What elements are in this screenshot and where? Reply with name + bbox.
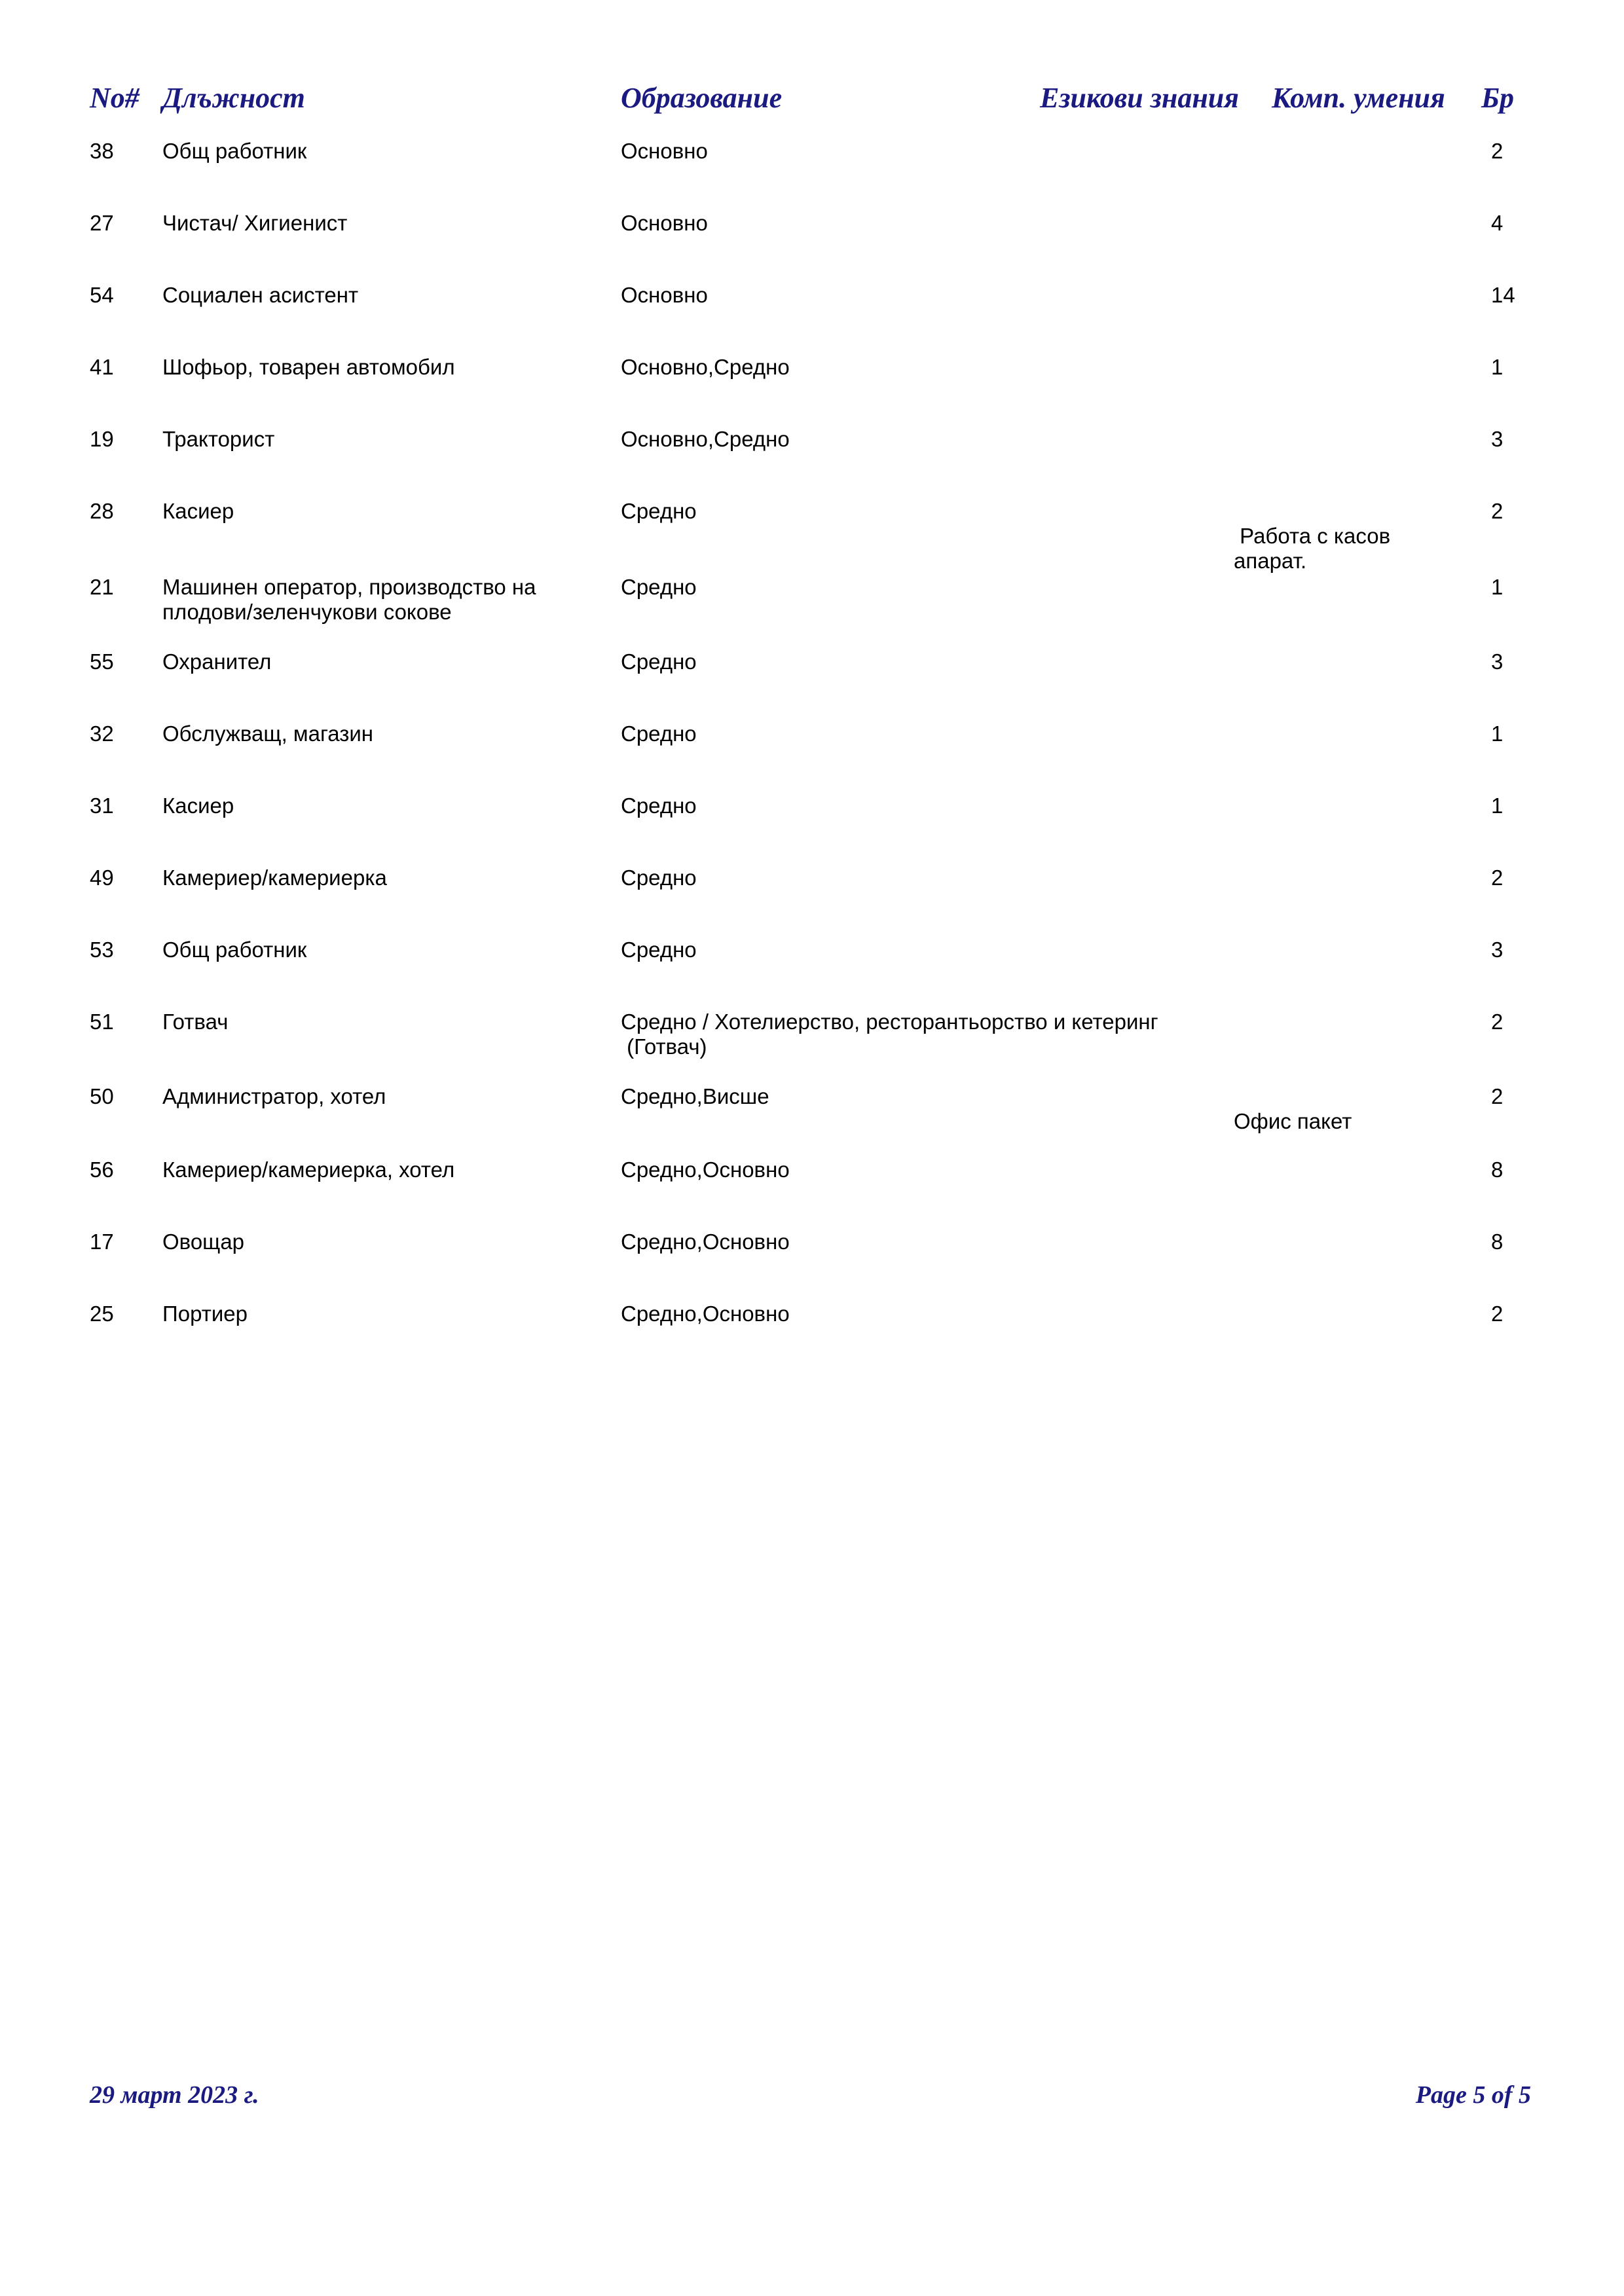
row-position: Администратор, хотел	[162, 1084, 386, 1108]
row-count: 2	[1491, 139, 1504, 163]
row-count: 2	[1491, 1084, 1504, 1108]
row-education: Средно	[621, 575, 697, 599]
row-number: 53	[90, 938, 114, 962]
row-position: Социален асистент	[162, 283, 359, 307]
row-position: Шофьор, товарен автомобил	[162, 355, 455, 379]
row-number: 38	[90, 139, 114, 163]
row-position: Готвач	[162, 1010, 229, 1034]
row-count: 3	[1491, 427, 1504, 451]
row-position: Овощар	[162, 1230, 245, 1254]
row-education: Основно	[621, 283, 708, 307]
row-count: 1	[1491, 793, 1504, 818]
row-count: 2	[1491, 1010, 1504, 1034]
row-number: 49	[90, 866, 114, 890]
row-count: 3	[1491, 649, 1504, 674]
row-number: 32	[90, 721, 114, 746]
row-education: Средно / Хотелиерство, ресторантьорство и кетеринг (Готвач)	[621, 1010, 1158, 1059]
row-number: 51	[90, 1010, 114, 1034]
row-position: Тракторист	[162, 427, 275, 451]
row-education: Основно,Средно	[621, 427, 790, 451]
row-position: Общ работник	[162, 139, 307, 163]
row-education: Средно	[621, 649, 697, 674]
row-education: Основно	[621, 139, 708, 163]
row-position: Касиер	[162, 793, 234, 818]
row-count: 14	[1491, 283, 1515, 307]
row-count: 4	[1491, 211, 1504, 235]
header-computer-skills: Комп. умения	[1272, 82, 1445, 114]
row-education: Средно	[621, 866, 697, 890]
row-number: 19	[90, 427, 114, 451]
row-education: Средно,Основно	[621, 1157, 790, 1182]
row-number: 54	[90, 283, 114, 307]
header-position: Длъжност	[162, 82, 305, 114]
row-number: 50	[90, 1084, 114, 1108]
row-number: 56	[90, 1157, 114, 1182]
row-count: 1	[1491, 575, 1504, 599]
header-count: Бр	[1481, 82, 1514, 114]
row-position: Обслужващ, магазин	[162, 721, 374, 746]
row-position: Касиер	[162, 499, 234, 523]
row-position: Портиер	[162, 1302, 248, 1326]
computer-skill-note: Работа с касов апарат.	[1234, 524, 1391, 573]
footer-date: 29 март 2023 г.	[90, 2081, 259, 2109]
row-position: Охранител	[162, 649, 272, 674]
row-number: 41	[90, 355, 114, 379]
row-education: Средно	[621, 793, 697, 818]
row-number: 28	[90, 499, 114, 523]
row-position: Камериер/камериерка	[162, 866, 387, 890]
row-number: 21	[90, 575, 114, 599]
row-count: 2	[1491, 866, 1504, 890]
row-number: 17	[90, 1230, 114, 1254]
row-position: Камериер/камериерка, хотел	[162, 1157, 455, 1182]
row-education: Основно	[621, 211, 708, 235]
header-no: No#	[90, 82, 139, 114]
computer-skill-note: Офис пакет	[1234, 1109, 1352, 1133]
row-education: Средно,Основно	[621, 1302, 790, 1326]
row-count: 2	[1491, 1302, 1504, 1326]
row-education: Средно,Основно	[621, 1230, 790, 1254]
row-education: Средно,Висше	[621, 1084, 769, 1108]
row-position: Общ работник	[162, 938, 307, 962]
row-position: Машинен оператор, производство на плодови/зеленчукови сокове	[162, 575, 536, 624]
row-education: Основно,Средно	[621, 355, 790, 379]
row-count: 8	[1491, 1230, 1504, 1254]
row-education: Средно	[621, 938, 697, 962]
row-count: 1	[1491, 355, 1504, 379]
row-count: 2	[1491, 499, 1504, 523]
footer-page-number: Page 5 of 5	[1415, 2081, 1531, 2109]
row-count: 3	[1491, 938, 1504, 962]
row-count: 1	[1491, 721, 1504, 746]
header-education: Образование	[621, 82, 783, 114]
row-count: 8	[1491, 1157, 1504, 1182]
row-position: Чистач/ Хигиенист	[162, 211, 348, 235]
row-number: 55	[90, 649, 114, 674]
header-languages: Езикови знания	[1040, 82, 1239, 114]
row-number: 31	[90, 793, 114, 818]
row-number: 25	[90, 1302, 114, 1326]
row-education: Средно	[621, 721, 697, 746]
row-number: 27	[90, 211, 114, 235]
row-education: Средно	[621, 499, 697, 523]
